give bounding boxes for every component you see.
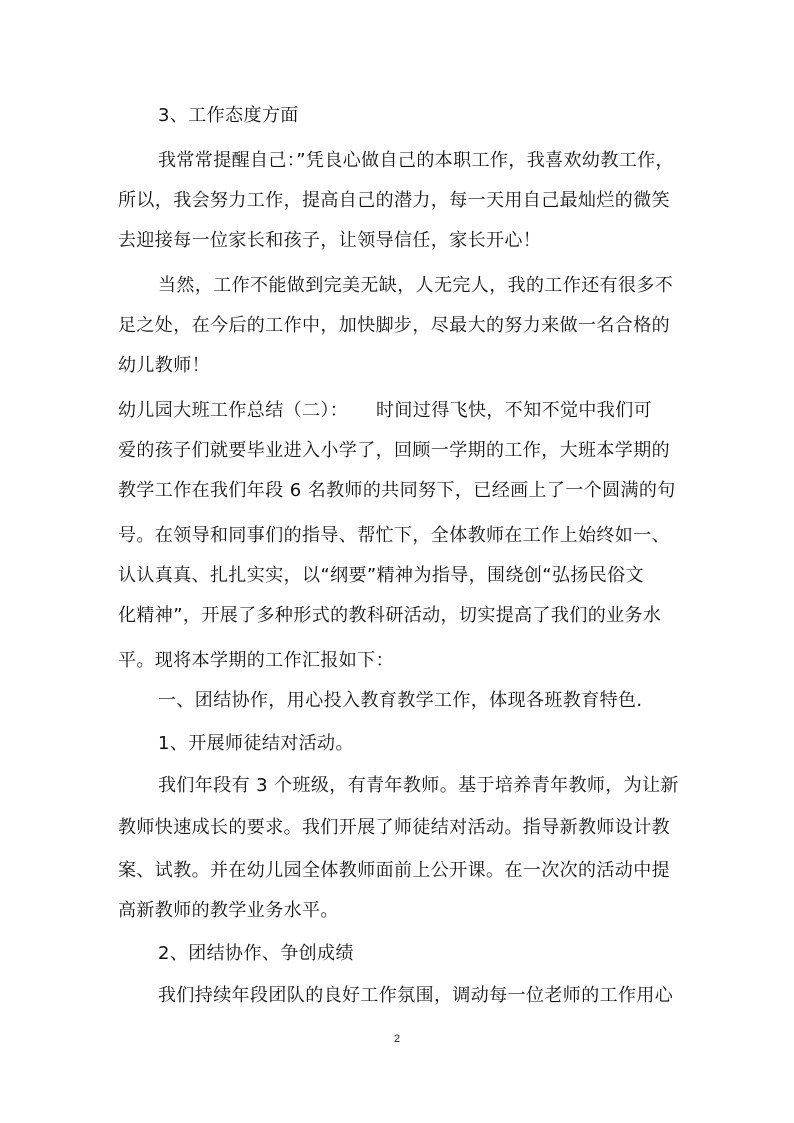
paragraph-line: 教学工作在我们年段 6 名教师的共同努下，已经画上了一个圆满的句 [118, 480, 676, 501]
paragraph-line: 我常常提醒自己：”凭良心做自己的本职工作，我喜欢幼教工作， [158, 150, 674, 171]
paragraph-line: 当然，工作不能做到完美无缺，人无完人，我的工作还有很多不 [158, 275, 674, 296]
paragraph-line: 平。现将本学期的工作汇报如下： [118, 650, 394, 671]
paragraph-line: 化精神”，开展了多种形式的教科研活动，切实提高了我们的业务水 [118, 605, 662, 626]
paragraph-line: 去迎接每一位家长和孩子，让领导信任，家长开心！ [118, 230, 542, 251]
paragraph-line: 我们持续年段团队的良好工作氛围，调动每一位老师的工作用心 [158, 985, 674, 1006]
paragraph-line: 我们年段有 3 个班级，有青年教师。基于培养青年教师，为让新 [158, 775, 679, 796]
page-number: 2 [393, 1033, 401, 1045]
paragraph-line: 认认真真、扎扎实实，以“纲要”精神为指导，围绕创“弘扬民俗文 [118, 565, 644, 586]
subsection-heading: 1、开展师徒结对活动。 [158, 733, 354, 754]
subsection-heading: 2、团结协作、争创成绩 [158, 943, 354, 964]
paragraph-line: 所以，我会努力工作，提高自己的潜力，每一天用自己最灿烂的微笑 [118, 190, 670, 211]
paragraph-line: 号。在领导和同事们的指导、帮忙下，全体教师在工作上始终如一、 [118, 525, 670, 546]
paragraph-line: 足之处，在今后的工作中，加快脚步，尽最大的努力来做一名合格的 [118, 315, 670, 336]
paragraph-line: 案、试教。并在幼儿园全体教师面前上公开课。在一次次的活动中提 [118, 860, 670, 881]
paragraph-line: 高新教师的教学业务水平。 [118, 900, 339, 921]
paragraph-line: 教师快速成长的要求。我们开展了师徒结对活动。指导新教师设计教 [118, 817, 670, 838]
paragraph-line: 幼儿教师！ [118, 355, 210, 376]
section-heading: 一、团结协作，用心投入教育教学工作，体现各班教育特色. [158, 690, 643, 711]
paragraph-line: 爱的孩子们就要毕业进入小学了，回顾一学期的工作，大班本学期的 [118, 440, 670, 461]
summary-heading-line: 幼儿园大班工作总结（二）： 时间过得飞快，不知不觉中我们可 [118, 400, 652, 421]
section-heading: 3、工作态度方面 [158, 105, 299, 126]
